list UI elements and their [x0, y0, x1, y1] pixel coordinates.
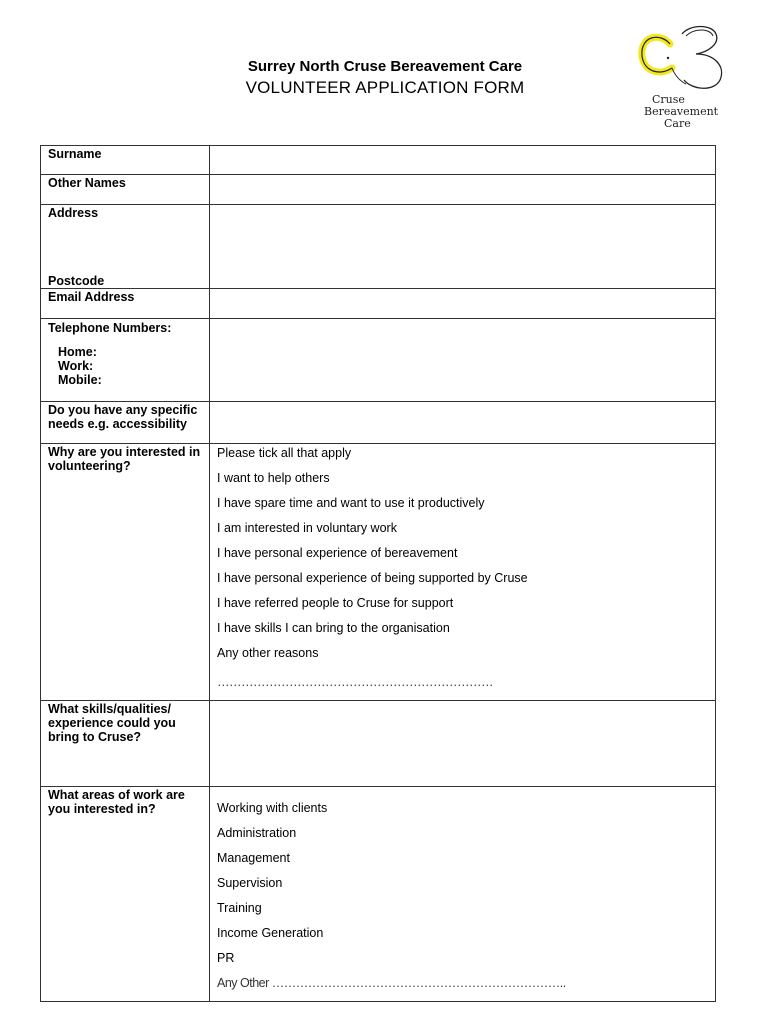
logo-line-care: Care: [664, 117, 691, 130]
label-email: Email Address: [41, 289, 210, 319]
label-specific-needs: Do you have any specific needs e.g. accessibility: [41, 402, 210, 444]
area-option[interactable]: Supervision: [217, 876, 283, 890]
label-skills: What skills/qualities/ experience could you bring to Cruse?: [41, 701, 210, 787]
telephone-label-cell: [41, 319, 210, 402]
area-option[interactable]: Working with clients: [217, 801, 328, 815]
area-option[interactable]: Administration: [217, 826, 297, 840]
label-home: Home:: [58, 345, 97, 359]
why-option[interactable]: I am interested in voluntary work: [217, 521, 397, 535]
label-surname: Surname: [41, 146, 210, 175]
input-other-names[interactable]: [210, 175, 716, 205]
other-reasons-line[interactable]: ……………………………………………………………: [217, 675, 493, 689]
label-work: Work:: [58, 359, 94, 373]
organisation-name: Surrey North Cruse Bereavement Care: [247, 58, 523, 75]
row-email: [41, 289, 716, 319]
label-postcode: Postcode: [48, 274, 105, 288]
area-option[interactable]: Management: [217, 851, 290, 865]
why-option[interactable]: I have referred people to Cruse for support: [217, 596, 454, 610]
cruse-logo: [630, 22, 750, 144]
input-surname[interactable]: [210, 146, 716, 175]
label-telephone: Telephone Numbers:: [48, 321, 172, 335]
row-address: [41, 205, 716, 289]
area-option[interactable]: Training: [217, 901, 262, 915]
row-skills: [41, 701, 716, 787]
form-title: VOLUNTEER APPLICATION FORM: [245, 78, 525, 97]
row-areas: [41, 787, 716, 1002]
area-options-list: [217, 801, 708, 991]
input-specific-needs[interactable]: [210, 402, 716, 444]
areas-options: [210, 787, 716, 1002]
why-options-intro: Please tick all that apply: [217, 446, 352, 460]
why-option[interactable]: I want to help others: [217, 471, 330, 485]
why-option[interactable]: I have personal experience of being supported by Cruse: [217, 571, 528, 585]
area-option[interactable]: Income Generation: [217, 926, 324, 940]
why-option[interactable]: I have spare time and want to use it productively: [217, 496, 485, 510]
label-why-volunteer: Why are you interested in volunteering?: [41, 444, 210, 701]
why-option[interactable]: I have personal experience of bereavement: [217, 546, 458, 560]
label-other-names: Other Names: [41, 175, 210, 205]
label-address: Address: [48, 206, 99, 220]
label-areas: What areas of work are you interested in?: [41, 787, 210, 1002]
input-telephone[interactable]: [210, 319, 716, 402]
application-form-table: [40, 145, 716, 1002]
label-mobile: Mobile:: [58, 373, 102, 387]
logo-line-cruse: Cruse: [652, 93, 685, 106]
address-label-cell: [41, 205, 210, 289]
row-why-volunteer: [41, 444, 716, 701]
why-option[interactable]: Any other reasons: [217, 646, 319, 660]
row-telephone: [41, 319, 716, 402]
logo-wordmark: [644, 94, 718, 130]
why-option[interactable]: I have skills I can bring to the organisation: [217, 621, 450, 635]
row-specific-needs: [41, 402, 716, 444]
input-email[interactable]: [210, 289, 716, 319]
row-surname: [41, 146, 716, 175]
why-volunteer-options: [210, 444, 716, 701]
row-other-names: [41, 175, 716, 205]
area-option[interactable]: PR: [217, 951, 235, 965]
why-options-list: [217, 446, 708, 690]
area-any-other[interactable]: Any Other ………………………………………………………………..: [217, 976, 566, 990]
input-skills[interactable]: [210, 701, 716, 787]
input-address[interactable]: [210, 205, 716, 289]
phone-sub-labels: [48, 345, 203, 387]
logo-line-bereavement: Bereavement: [644, 105, 719, 118]
